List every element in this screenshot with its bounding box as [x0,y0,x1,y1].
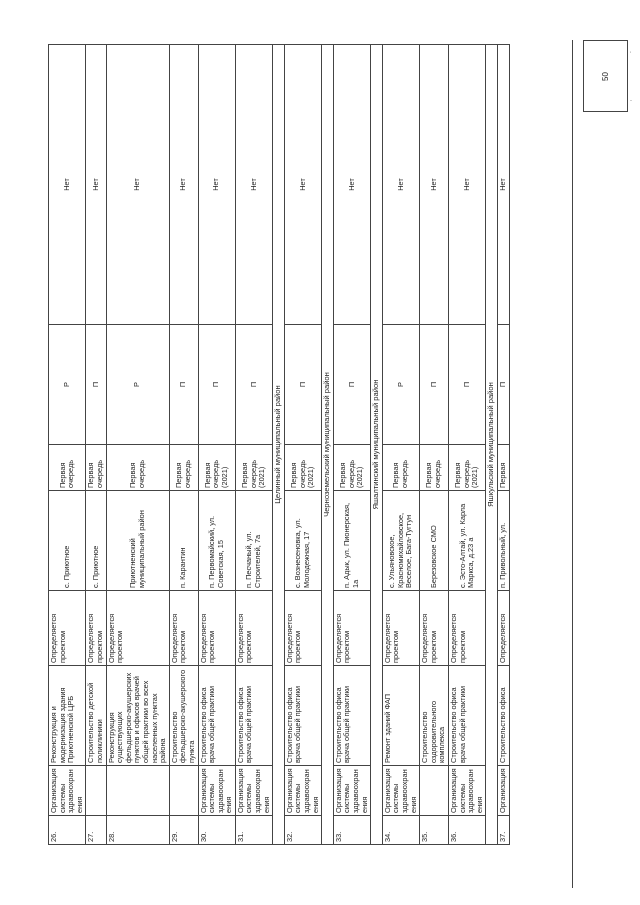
cell-num: 26. [49,816,86,845]
cell-desc: Строительство офиса врача общей практики [235,666,272,766]
table-row [497,45,509,845]
cell-num: 28. [106,816,169,845]
cell-desc: Строительство офиса [497,666,509,766]
cell-area: Определяется проектом [86,591,106,666]
cell-area: Определяется проектом [448,591,485,666]
cell-stage: Первая очередь [49,445,86,491]
cell-type: П [198,325,235,445]
region-name: Яшалтинский муниципальный район [371,45,383,845]
cell-org: Организация системы здравоохранения [198,766,235,816]
cell-loc: п. Адык, ул. Пионерская, 1а [333,491,370,591]
cell-zone: Нет [49,45,86,325]
cell-loc: Березовское СМО [420,491,449,591]
table-row [235,45,272,845]
cell-zone: Нет [284,45,321,325]
cell-desc: Строительство фельдшерско-акушерского пункта [169,666,198,766]
table-body [49,45,510,845]
cell-stage: Первая очередь (2021) [448,445,485,491]
cell-org [86,766,106,816]
cell-desc: Реконструкция и модернизация здания Приютненской ЦРБ [49,666,86,766]
cell-num: 34. [382,816,419,845]
cell-stage: Первая очередь (2021) [284,445,321,491]
cell-org: Организация системы здравоохранения [49,766,86,816]
region-name: Черноземельский муниципальный район [322,45,334,845]
cell-org: Организация системы здравоохранения [333,766,370,816]
cell-desc: Строительство детской поликлиники [86,666,106,766]
cell-desc: Строительство офиса врача общей практики [198,666,235,766]
region-name: Целинный муниципальный район [273,45,285,845]
cell-type: П [235,325,272,445]
cell-stage: Первая очередь [420,445,449,491]
cell-type: П [333,325,370,445]
cell-org [420,766,449,816]
cell-org [169,766,198,816]
cell-org: Организация системы здравоохранения [382,766,419,816]
cell-stage: Первая очередь (2021) [198,445,235,491]
cell-loc: с. Эсто-Алтай, ул. Карла Маркса, д.23 а [448,491,485,591]
cell-num: 35. [420,816,449,845]
cell-loc: с. Вознесеновка, ул. Молодежная, 17 [284,491,321,591]
region-header-row [322,45,334,845]
cell-loc: п. Привольный, ул. [497,491,509,591]
cell-area: Определяется проектом [382,591,419,666]
cell-loc: с. Ульяновское, Красномихайловское, Веселое, Бага-Тугтун [382,491,419,591]
table-row [382,45,419,845]
cell-num: 33. [333,816,370,845]
cell-type: П [420,325,449,445]
cell-desc: Строительство офиса врача общей практики [448,666,485,766]
cell-area: Определяется проектом [198,591,235,666]
cell-type: Р [382,325,419,445]
table-row [333,45,370,845]
cell-desc: Строительство офиса врача общей практики [284,666,321,766]
page-number-box [583,40,628,112]
margin-mark: ' [630,52,632,58]
cell-zone: Нет [448,45,485,325]
cell-num: 27. [86,816,106,845]
cell-num: 30. [198,816,235,845]
cell-loc: с. Приютное [86,491,106,591]
cell-type: П [169,325,198,445]
cell-zone: Нет [86,45,106,325]
cell-org: Организация системы здравоохранения [235,766,272,816]
cell-org [106,766,169,816]
cell-type: П [497,325,509,445]
cell-zone: Нет [333,45,370,325]
cell-num: 31. [235,816,272,845]
cell-loc: с. Приютное [49,491,86,591]
cell-org: Организация системы здравоохранения [284,766,321,816]
cell-num: 29. [169,816,198,845]
cell-area: Определяется проектом [169,591,198,666]
cell-loc: п. Песчаный, ул. Строителей, 7а [235,491,272,591]
cell-loc: п. Карантин [169,491,198,591]
cell-desc: Строительство оздоровительного комплекса [420,666,449,766]
cell-area: Определяется проектом [333,591,370,666]
region-header-row [273,45,285,845]
margin-mark: - [630,98,632,104]
cell-stage: Первая [497,445,509,491]
cell-desc: Ремонт зданий ФАП [382,666,419,766]
table-row [420,45,449,845]
cell-zone: Нет [169,45,198,325]
cell-area: Определяется проектом [235,591,272,666]
cell-area: Определяется проектом [284,591,321,666]
cell-type: Р [49,325,86,445]
rotated-table-container [48,45,575,845]
cell-type: П [284,325,321,445]
table-row [169,45,198,845]
cell-loc: Приютненский муниципальный район [106,491,169,591]
page-number: 50 [601,71,610,81]
region-name: Яшкульский муниципальный район [486,45,498,845]
region-header-row [486,45,498,845]
cell-area: Определяется [497,591,509,666]
cell-stage: Первая очередь (2021) [235,445,272,491]
cell-area: Определяется проектом [49,591,86,666]
cell-zone: Нет [420,45,449,325]
cell-stage: Первая очередь [106,445,169,491]
cell-zone: Нет [198,45,235,325]
cell-stage: Первая очередь [169,445,198,491]
facilities-table [48,44,510,845]
cell-zone: Нет [235,45,272,325]
cell-type: Р [106,325,169,445]
table-row [448,45,485,845]
cell-stage: Первая очередь (2021) [333,445,370,491]
cell-num: 36. [448,816,485,845]
cell-stage: Первая очередь [382,445,419,491]
cell-zone: Нет [382,45,419,325]
table-row [284,45,321,845]
table-row [198,45,235,845]
cell-desc: Реконструкция существующих фельдшерско-акушерских пунктов и офисов врачей общей практики во всех населенных пунктах района [106,666,169,766]
cell-type: П [86,325,106,445]
cell-area: Определяется проектом [420,591,449,666]
cell-org: Организация системы здравоохранения [448,766,485,816]
cell-area: Определяется проектом [106,591,169,666]
cell-zone: Нет [497,45,509,325]
cell-num: 32. [284,816,321,845]
table-row [86,45,106,845]
region-header-row [371,45,383,845]
cell-org: Организация [497,766,509,816]
table-row [49,45,86,845]
cell-type: П [448,325,485,445]
cell-loc: п. Первомайский, ул. Советская, 15 [198,491,235,591]
cell-desc: Строительство офиса врача общей практики [333,666,370,766]
cell-num: 37. [497,816,509,845]
cell-zone: Нет [106,45,169,325]
table-row [106,45,169,845]
cell-stage: Первая очередь [86,445,106,491]
